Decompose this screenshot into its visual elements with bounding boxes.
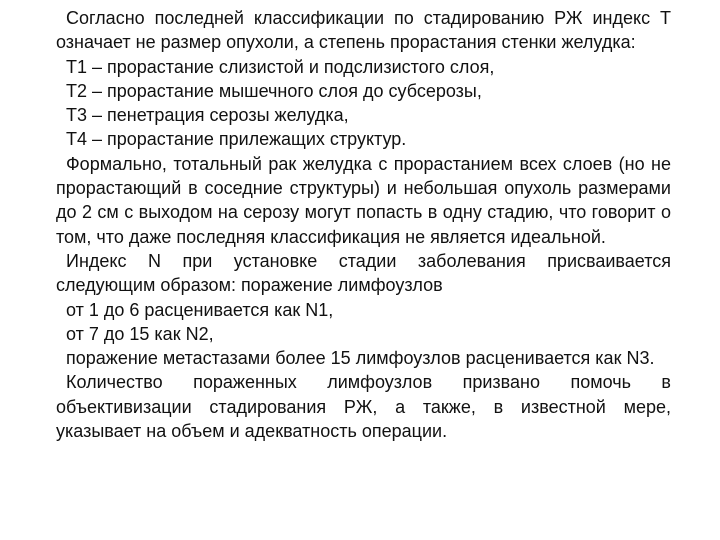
paragraph-n3: поражение метастазами более 15 лимфоузлов расценивается как N3. (66, 348, 655, 369)
paragraph-n1: от 1 до 6 расценивается как N1, (66, 299, 334, 320)
paragraph-n-index-intro: Индекс N при установке стадии заболевания присваивается следующим образом: поражение лимфоузлов (56, 250, 671, 296)
paragraph-t2: Т2 – прорастание мышечного слоя до субсерозы, (66, 80, 482, 101)
paragraph-lymph-node-count: Количество пораженных лимфоузлов призвано помочь в объективизации стадирования РЖ, а также, в известной мере, указывает на объем и адекватность операции. (56, 372, 671, 442)
paragraph-n2: от 7 до 15 как N2, (66, 323, 214, 344)
paragraph-t3: Т3 – пенетрация серозы желудка, (66, 105, 349, 126)
paragraph-t-index-intro: Согласно последней классификации по стадированию РЖ индекс Т означает не размер опухоли, а степень прорастания стенки желудка: (56, 8, 671, 53)
paragraph-t4: Т4 – прорастание прилежащих структур. (66, 129, 407, 150)
paragraph-t1: Т1 – прорастание слизистой и подслизистого слоя, (66, 56, 495, 77)
slide-text-body (56, 6, 671, 443)
paragraph-staging-limitation: Формально, тотальный рак желудка с прорастанием всех слоев (но не прорастающий в соседние структуры) и небольшая опухоль размерами до 2 см с выходом на серозу могут попасть в одну стадию, что говорит о том, что даже последняя классификация не является идеальной. (56, 153, 671, 247)
